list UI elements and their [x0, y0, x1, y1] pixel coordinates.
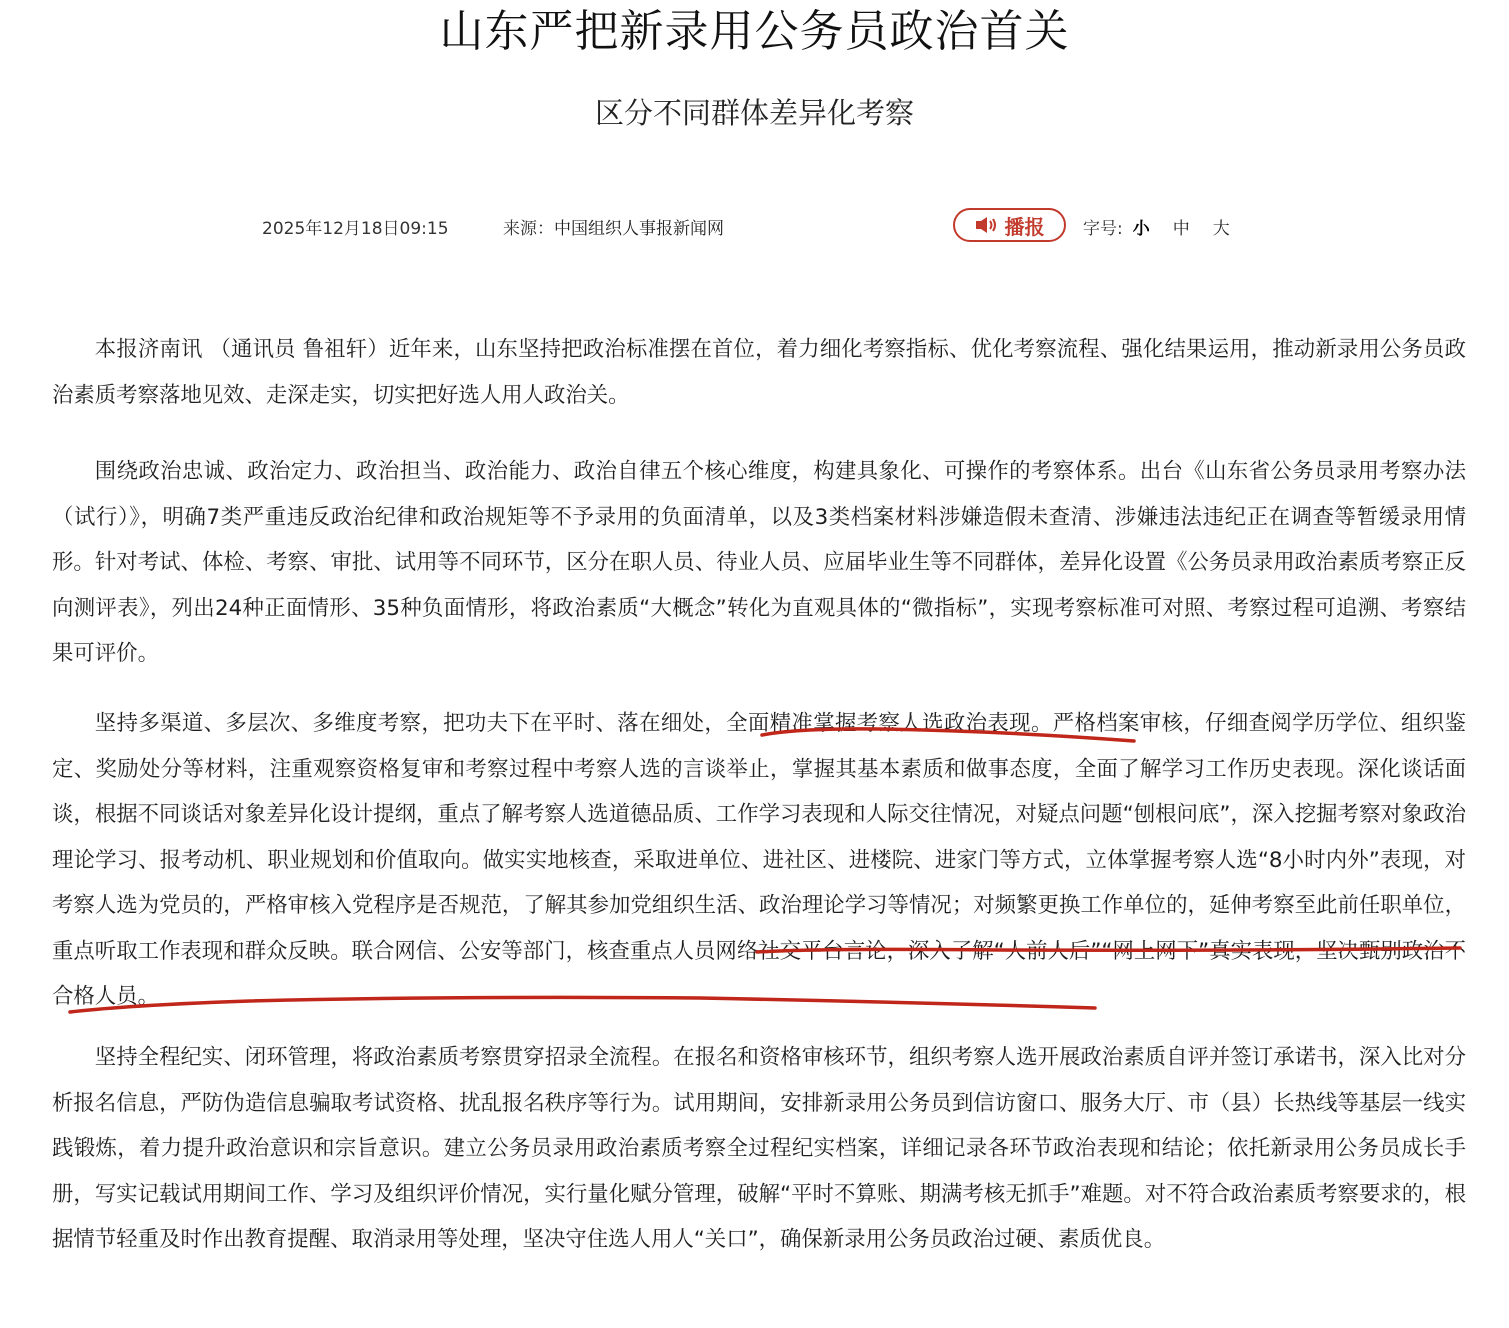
source: [503, 214, 724, 239]
broadcast-button[interactable]: [953, 208, 1066, 242]
paragraph-3: 坚持多渠道、多层次、多维度考察，把功夫下在平时、落在细处，全面精准掌握考察人选政治表现。严格档案审核，仔细查阅学历学位、组织鉴定、奖励处分等材料，注重观察资格复审和考察过程中考察人选的言谈举止，掌握其基本素质和做事态度，全面了解学习工作历史表现。深化谈话面谈，根据不同谈话对象差异化设计提纲，重点了解考察人选道德品质、工作学习表现和人际交往情况，对疑点问题“刨根问底”，深入挖掘考察对象政治理论学习、报考动机、职业规划和价值取向。做实实地核查，采取进单位、进社区、进楼院、进家门等方式，立体掌握考察人选“8小时内外”表现，对考察人选为党员的，严格审核入党程序是否规范，了解其参加党组织生活、政治理论学习等情况；对频繁更换工作单位的，延伸考察至此前任职单位，重点听取工作表现和群众反映。联合网信、公安等部门，核查重点人员网络社交平台言论，深入了解“人前人后”“网上网下”真实表现，坚决甄别政治不合格人员。: [52, 711, 1466, 1009]
paragraph-2: 围绕政治忠诚、政治定力、政治担当、政治能力、政治自律五个核心维度，构建具象化、可操作的考察体系。出台《山东省公务员录用考察办法（试行）》，明确7类严重违反政治纪律和政治规矩等不予录用的负面清单，以及3类档案材料涉嫌造假未查清、涉嫌违法违纪正在调查等暂缓录用情形。针对考试、体检、考察、审批、试用等不同环节，区分在职人员、待业人员、应届毕业生等不同群体，差异化设置《公务员录用政治素质考察正反向测评表》，列出24种正面情形、35种负面情形，将政治素质“大概念”转化为直观具体的“微指标”，实现考察标准可对照、考察过程可追溯、考察结果可评价。: [52, 459, 1466, 666]
broadcast-label: 播报: [1004, 214, 1045, 239]
paragraph-4: 坚持全程纪实、闭环管理，将政治素质考察贯穿招录全流程。在报名和资格审核环节，组织考察人选开展政治素质自评并签订承诺书，深入比对分析报名信息，严防伪造信息骗取考试资格、扰乱报名秩序等行为。试用期间，安排新录用公务员到信访窗口、服务大厅、市（县）长热线等基层一线实践锻炼，着力提升政治意识和宗旨意识。建立公务员录用政治素质考察全过程纪实档案，详细记录各环节政治表现和结论；依托新录用公务员成长手册，写实记载试用期间工作、学习及组织评价情况，实行量化赋分管理，破解“平时不算账、期满考核无抓手”难题。对不符合政治素质考察要求的，根据情节轻重及时作出教育提醒、取消录用等处理，坚决守住选人用人“关口”，确保新录用公务员政治过硬、素质优良。: [52, 1045, 1466, 1252]
publish-date: 2025年12月18日09:15: [262, 219, 449, 239]
font-size-medium[interactable]: 中: [1172, 219, 1190, 239]
paragraph-1: 本报济南讯 （通讯员 鲁祖轩）近年来，山东坚持把政治标准摆在首位，着力细化考察指标、优化考察流程、强化结果运用，推动新录用公务员政治素质考察落地见效、走深走实，切实把好选人用人政治关。: [52, 337, 1466, 408]
speaker-icon: [975, 216, 999, 234]
article-title: 山东严把新录用公务员政治首关: [439, 6, 1070, 57]
font-size-selector: [1083, 214, 1253, 239]
article-subtitle: 区分不同群体差异化考察: [594, 96, 914, 130]
article-meta: [0, 206, 1509, 246]
source-name: 中国组织人事报新闻网: [554, 219, 724, 239]
font-size-small[interactable]: 小: [1132, 219, 1150, 239]
font-size-label: 字号:: [1083, 219, 1123, 239]
font-size-large[interactable]: 大: [1212, 219, 1230, 239]
source-label: 来源：: [503, 219, 554, 239]
